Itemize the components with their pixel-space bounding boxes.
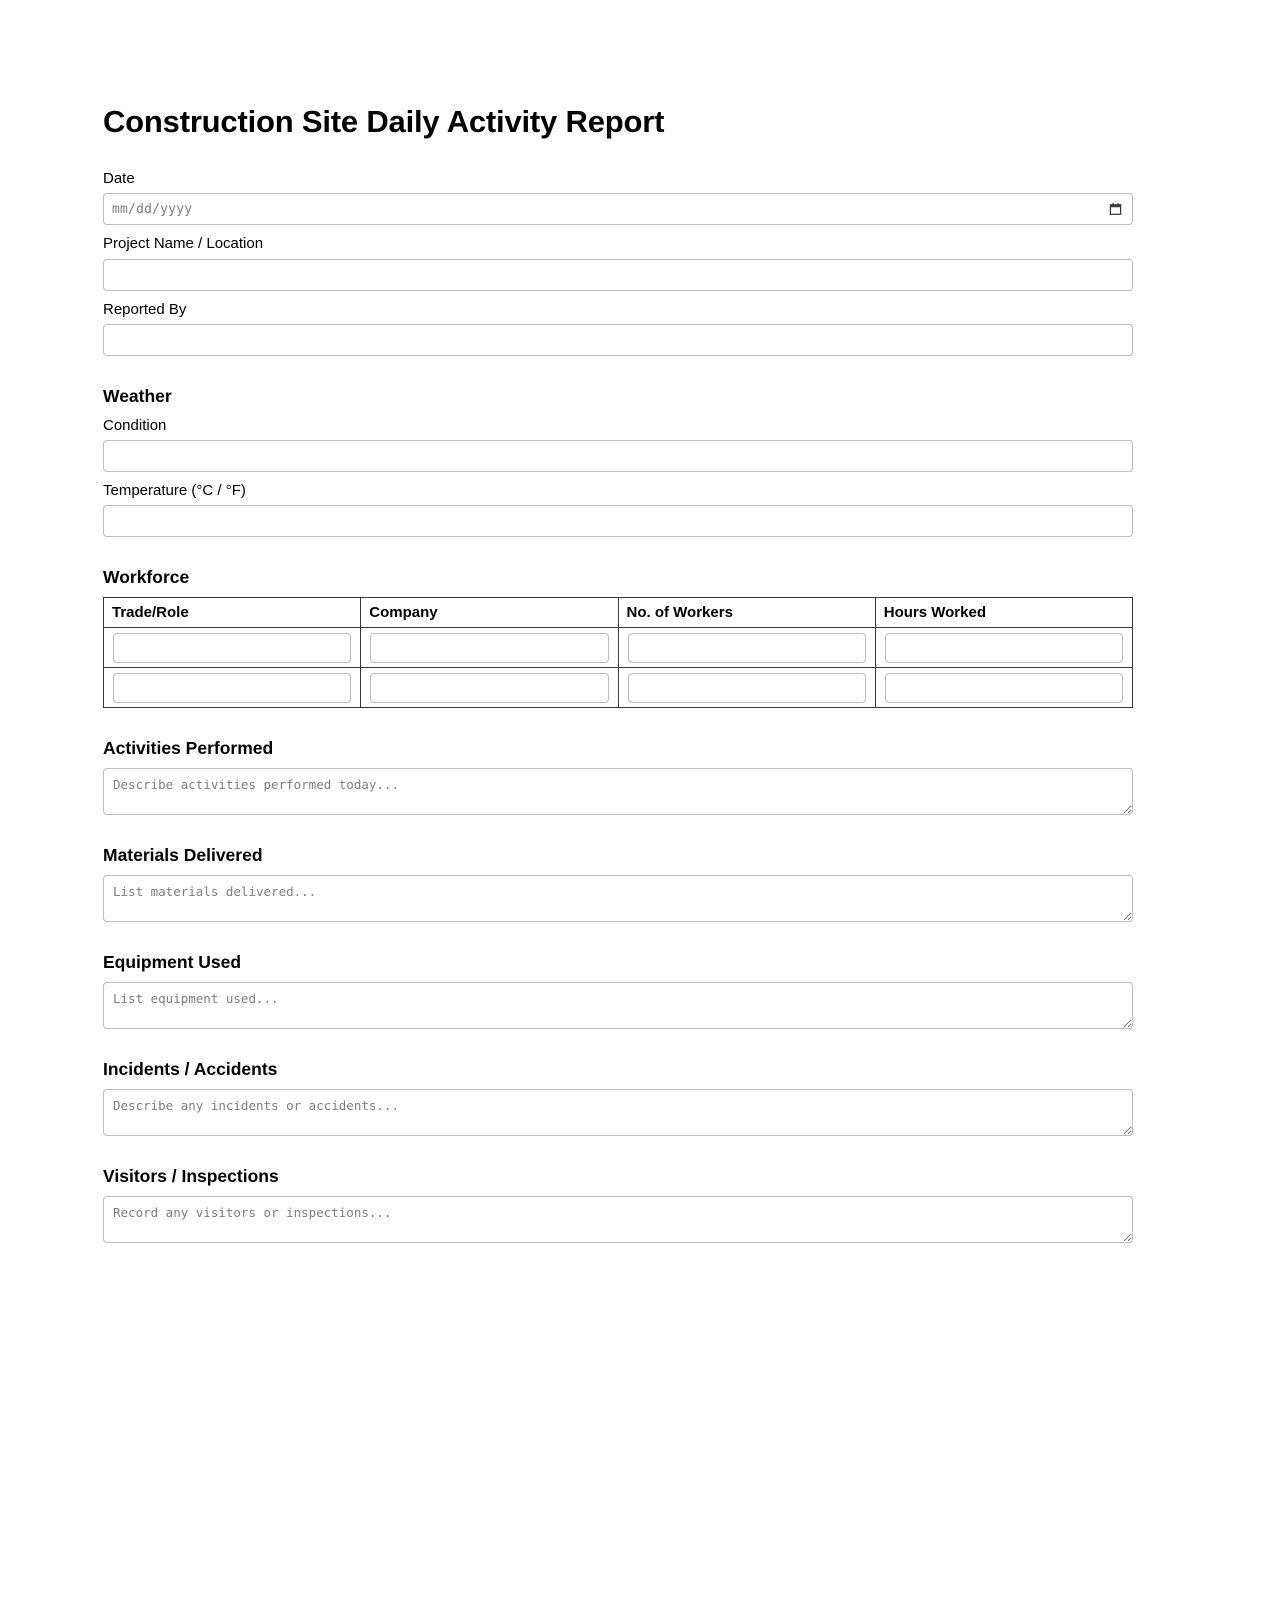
date-input[interactable]	[103, 193, 1133, 225]
project-input[interactable]	[103, 259, 1133, 291]
workforce-table-head	[104, 598, 1133, 628]
column-header-company: Company	[361, 598, 618, 628]
workforce-heading: Workforce	[103, 567, 190, 588]
reported-by-field-block	[103, 300, 1133, 356]
incidents-accidents-section	[103, 1059, 1133, 1136]
calendar-icon[interactable]	[1109, 203, 1122, 216]
column-header-trade-role: Trade/Role	[104, 598, 361, 628]
workforce-row-2-trade-role-input[interactable]	[113, 673, 351, 703]
project-label: Project Name / Location	[103, 235, 264, 253]
table-cell-hours-worked	[875, 668, 1132, 708]
column-header-hours-worked: Hours Worked	[875, 598, 1132, 628]
column-header-no-of-workers: No. of Workers	[618, 598, 875, 628]
table-cell-trade-role	[104, 628, 361, 668]
table-cell-trade-role	[104, 668, 361, 708]
date-input-wrapper	[103, 193, 1133, 225]
equipment-used-heading: Equipment Used	[103, 952, 242, 973]
date-field-block	[103, 169, 1133, 225]
project-field-block	[103, 234, 1133, 290]
table-cell-no-of-workers	[618, 628, 875, 668]
workforce-row-1-trade-role-input[interactable]	[113, 633, 351, 663]
page-title: Construction Site Daily Activity Report	[103, 104, 665, 139]
table-row	[104, 628, 1133, 668]
materials-delivered-heading: Materials Delivered	[103, 845, 263, 866]
temperature-input[interactable]	[103, 505, 1133, 537]
workforce-row-1-company-input[interactable]	[370, 633, 608, 663]
date-label: Date	[103, 170, 135, 188]
reported-by-label: Reported By	[103, 300, 187, 318]
temperature-label: Temperature (°C / °F)	[103, 482, 246, 500]
workforce-row-2-workers-input[interactable]	[628, 673, 866, 703]
materials-delivered-textarea[interactable]	[103, 875, 1133, 922]
visitors-inspections-textarea[interactable]	[103, 1196, 1133, 1243]
workforce-row-1-workers-input[interactable]	[628, 633, 866, 663]
workforce-row-1-hours-input[interactable]	[885, 633, 1123, 663]
condition-field-block	[103, 416, 1133, 472]
reported-by-input[interactable]	[103, 324, 1133, 356]
table-row	[104, 668, 1133, 708]
condition-input[interactable]	[103, 440, 1133, 472]
table-header-row	[104, 598, 1133, 628]
weather-heading: Weather	[103, 385, 172, 406]
incidents-accidents-heading: Incidents / Accidents	[103, 1059, 278, 1080]
workforce-row-2-company-input[interactable]	[370, 673, 608, 703]
table-cell-company	[361, 628, 618, 668]
equipment-used-textarea[interactable]	[103, 982, 1133, 1029]
table-cell-no-of-workers	[618, 668, 875, 708]
activities-performed-textarea[interactable]	[103, 768, 1133, 815]
visitors-inspections-heading: Visitors / Inspections	[103, 1166, 279, 1187]
visitors-inspections-section	[103, 1166, 1133, 1243]
workforce-row-2-hours-input[interactable]	[885, 673, 1123, 703]
equipment-used-section	[103, 952, 1133, 1029]
activities-performed-heading: Activities Performed	[103, 738, 274, 759]
table-cell-hours-worked	[875, 628, 1132, 668]
incidents-accidents-textarea[interactable]	[103, 1089, 1133, 1136]
condition-label: Condition	[103, 416, 167, 434]
table-cell-company	[361, 668, 618, 708]
workforce-table	[103, 597, 1133, 708]
workforce-table-body	[104, 628, 1133, 708]
temperature-field-block	[103, 481, 1133, 537]
activities-performed-section	[103, 738, 1133, 815]
materials-delivered-section	[103, 845, 1133, 922]
